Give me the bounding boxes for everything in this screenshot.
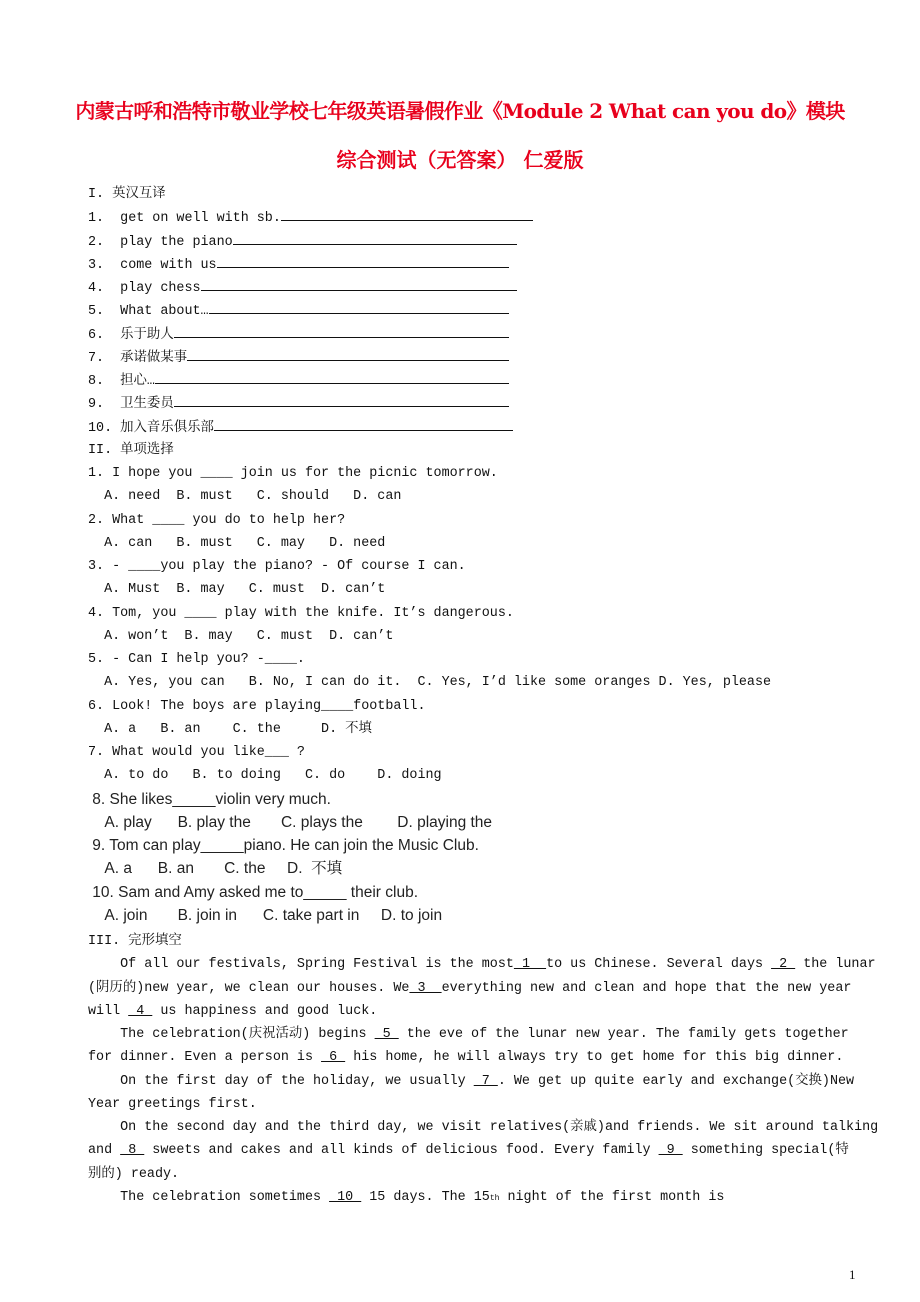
passage-text: Of all our festivals, Spring Festival is the most: [88, 957, 514, 973]
question: 5. - Can I help you? -____.: [88, 652, 305, 667]
passage-line: The celebration sometimes 10 15 days. The 15 th night of the first month is: [88, 1186, 898, 1209]
passage-text: The celebration(庆祝活动) begins: [88, 1027, 375, 1042]
section-heading: I. 英汉互译: [88, 187, 166, 202]
passage-line: [88, 1139, 898, 1162]
document-subtitle: 综合测试（无答案） 仁爱版: [336, 148, 584, 172]
item-text: get on well with sb.: [120, 211, 281, 227]
question-options: A. a B. an C. the D. 不填: [88, 860, 343, 878]
passage-text: On the second day and the third day, we visit relatives(亲戚)and friends. We sit around talking: [88, 1120, 879, 1135]
item-number: 4.: [88, 281, 121, 296]
question-options: A. a B. an C. the D. 不填: [88, 721, 372, 737]
question-options: A. to do B. to doing C. do D. doing: [88, 768, 442, 784]
passage-text: Year greetings first.: [88, 1096, 257, 1112]
passage-text: (阴历的)new year, we clean our houses. We: [88, 980, 410, 996]
page-number: 1: [849, 1267, 856, 1282]
answer-blank: [174, 392, 509, 407]
cloze-blank: 1: [513, 957, 547, 973]
passage-text: 15 days. The 15: [361, 1189, 490, 1205]
passage-text: the eve of the lunar new year. The family gets together: [398, 1027, 849, 1042]
section-heading: III. 完形填空: [88, 934, 182, 949]
item-number: 1.: [88, 211, 121, 227]
translation-item: [88, 253, 509, 276]
item-text: 卫生委员: [120, 397, 174, 413]
passage-line: [88, 1116, 898, 1139]
answer-blank: [281, 206, 533, 221]
item-number: 9.: [88, 397, 121, 413]
passage-text: and: [88, 1143, 121, 1159]
item-number: 10.: [88, 420, 121, 436]
answer-blank: [209, 299, 509, 314]
item-text: play the piano: [120, 234, 233, 250]
question: 4. Tom, you ____ play with the knife. It’s dangerous.: [88, 605, 514, 621]
passage-text: night of the first month is: [499, 1189, 725, 1205]
item-text: 乐于助人: [120, 327, 174, 343]
passage-line: [88, 1000, 898, 1023]
question-options: A. won’t B. may C. must D. can’t: [88, 628, 394, 644]
question-options: A. need B. must C. should D. can: [88, 489, 402, 505]
item-number: 3.: [88, 257, 121, 273]
passage-line: [88, 1023, 898, 1046]
passage-text: On the first day of the holiday, we usually: [88, 1073, 474, 1089]
cloze-blank: 4: [128, 1003, 153, 1019]
section-heading: II. 单项选择: [88, 442, 174, 458]
question: 10. Sam and Amy asked me to_____ their club.: [88, 883, 418, 901]
passage-text: will: [88, 1003, 129, 1019]
question-options: A. join B. join in C. take part in D. to join: [88, 906, 443, 924]
item-text: 加入音乐俱乐部: [120, 420, 214, 436]
question-options: A. play B. play the C. plays the D. playing the: [88, 813, 493, 831]
passage-text: his home, he will always try to get home for this big dinner.: [345, 1050, 844, 1066]
answer-blank: [201, 276, 517, 291]
passage-text: something special(特: [682, 1143, 849, 1159]
translation-item: [88, 369, 509, 392]
passage-text: everything new and clean and hope that the new year: [441, 980, 852, 996]
passage-text: us happiness and good luck.: [152, 1003, 378, 1019]
answer-blank: [174, 323, 509, 338]
passage-text: . We get up quite early and exchange(交换)New: [497, 1073, 855, 1089]
item-text: What about…: [120, 304, 209, 320]
passage-text: for dinner. Even a person is: [88, 1050, 322, 1066]
cloze-blank: 3: [409, 980, 442, 996]
passage-text: to us Chinese. Several days: [546, 957, 772, 973]
item-text: 担心…: [120, 374, 155, 389]
cloze-blank: 7: [473, 1073, 498, 1089]
translation-item: [88, 276, 517, 299]
question: 2. What ____ you do to help her?: [88, 512, 346, 528]
item-number: 5.: [88, 304, 121, 320]
question-options: A. Must B. may C. must D. can’t: [88, 582, 386, 598]
translation-item: [88, 323, 509, 346]
item-number: 6.: [88, 327, 121, 343]
passage-line: [88, 953, 898, 976]
question: 1. I hope you ____ join us for the picnic tomorrow.: [88, 466, 498, 481]
translation-item: [88, 416, 513, 439]
item-text: 承诺做某事: [120, 350, 188, 366]
translation-item: [88, 392, 509, 415]
answer-blank: [233, 230, 517, 245]
question: 9. Tom can play_____piano. He can join the Music Club.: [88, 837, 479, 854]
passage-line: [88, 1046, 898, 1069]
item-number: 2.: [88, 234, 121, 250]
answer-blank: [214, 416, 513, 431]
passage-line: [88, 977, 898, 1000]
document-title: 内蒙古呼和浩特市敬业学校七年级英语暑假作业《Module 2 What can you do》模块: [75, 99, 845, 123]
cloze-blank: 9: [658, 1143, 683, 1159]
question: 8. She likes_____violin very much.: [88, 790, 331, 808]
cloze-blank: 10: [329, 1189, 362, 1205]
passage-line: [88, 1093, 898, 1116]
question: 7. What would you like___ ?: [88, 745, 305, 760]
answer-blank: [217, 253, 509, 268]
translation-item: [88, 206, 533, 229]
passage-text: The celebration sometimes: [88, 1189, 330, 1205]
passage-text: sweets and cakes and all kinds of delicious food. Every family: [144, 1143, 659, 1159]
question-options: A. can B. must C. may D. need: [88, 535, 386, 551]
passage-line: [88, 1070, 898, 1093]
cloze-blank: 6: [321, 1050, 346, 1066]
passage-line: [88, 1163, 898, 1186]
translation-item: [88, 299, 509, 322]
question: 6. Look! The boys are playing____football.: [88, 698, 426, 714]
document-body: [88, 183, 898, 1209]
answer-blank: [155, 369, 509, 384]
item-text: come with us: [120, 257, 217, 273]
item-number: 7.: [88, 350, 121, 366]
answer-blank: [187, 346, 509, 361]
translation-item: [88, 230, 517, 253]
question: 3. - ____you play the piano? - Of course I can.: [88, 559, 466, 574]
cloze-blank: 5: [374, 1027, 399, 1042]
translation-item: [88, 346, 509, 369]
passage-text: 别的) ready.: [88, 1166, 180, 1182]
cloze-blank: 2: [771, 957, 796, 973]
passage-text: the lunar: [795, 957, 876, 973]
cloze-blank: 8: [120, 1143, 145, 1159]
item-text: play chess: [120, 281, 201, 296]
question-options: A. Yes, you can B. No, I can do it. C. Yes, I’d like some oranges D. Yes, please: [88, 675, 772, 691]
item-number: 8.: [88, 374, 121, 389]
